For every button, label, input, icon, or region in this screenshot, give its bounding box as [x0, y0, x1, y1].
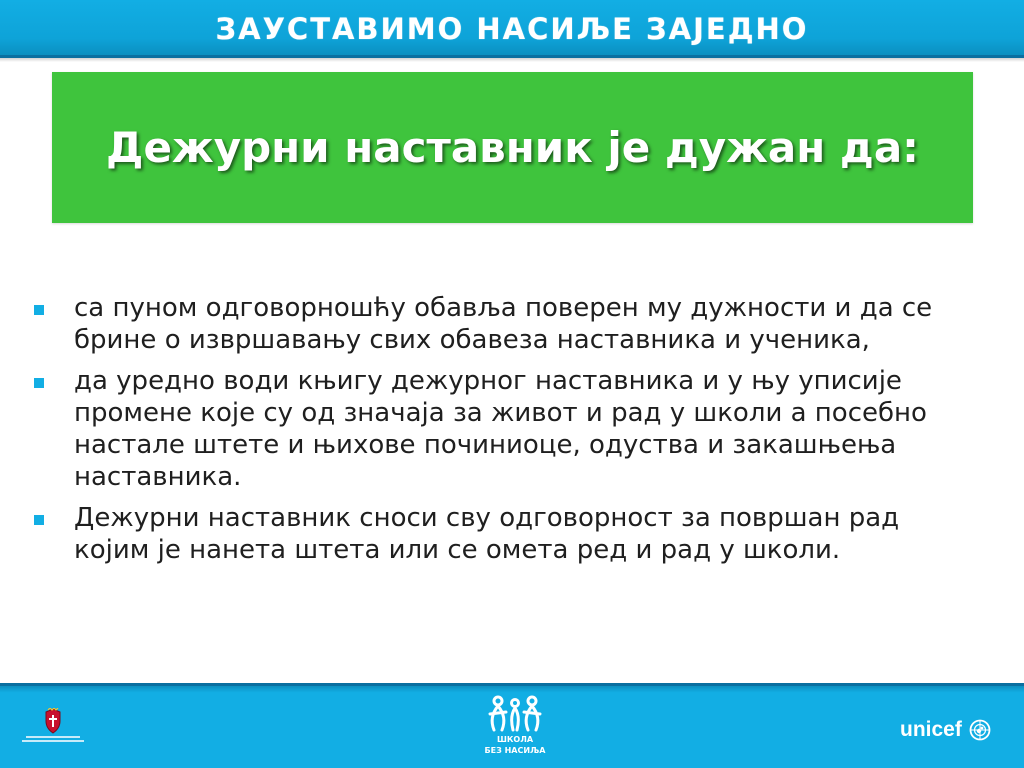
campaign-title: ЗАУСТАВИМО НАСИЉЕ ЗАЈЕДНО [215, 12, 809, 46]
bullet-list [30, 292, 970, 575]
unicef-emblem-icon [969, 719, 991, 741]
square-bullet-icon [34, 378, 44, 388]
unicef-logo [900, 716, 1000, 746]
school-logo-label: ШКОЛА [496, 735, 534, 744]
crest-shield-icon [42, 708, 64, 734]
crest-caption-lines [22, 736, 84, 746]
slide-title-box [52, 72, 973, 223]
bottom-banner [0, 683, 1024, 768]
unicef-label: unicef [900, 718, 962, 741]
slide-title: Дежурни наставник је дужан да: [106, 123, 919, 172]
square-bullet-icon [34, 515, 44, 525]
bullet-text: са пуном одговорношћу обавља поверен му дужности и да се брине о извршавању свих обавеза наставника и ученика, [74, 293, 933, 355]
bullet-item [30, 365, 970, 493]
bullet-item [30, 292, 970, 356]
bullet-item [30, 502, 970, 566]
bullet-text: Дежурни наставник сноси сву одговорност за површан рад којим је нанета штета или се омета ред и рад у школи. [74, 503, 900, 565]
square-bullet-icon [34, 305, 44, 315]
school-logo-sublabel: БЕЗ НАСИЉА [484, 746, 546, 755]
serbia-ministry-crest-icon [22, 706, 84, 748]
top-banner-shadow [0, 58, 1024, 62]
school-without-violence-logo [480, 692, 550, 762]
school-without-violence-figures-icon [484, 694, 546, 734]
bullet-text: да уредно води књигу дежурног наставника и у њу уписије промене које су од значаја за живот и рад у школи а посебно настале штете и њихове починиоце, одуства и закашњења наставника. [74, 366, 927, 492]
top-banner [0, 0, 1024, 58]
